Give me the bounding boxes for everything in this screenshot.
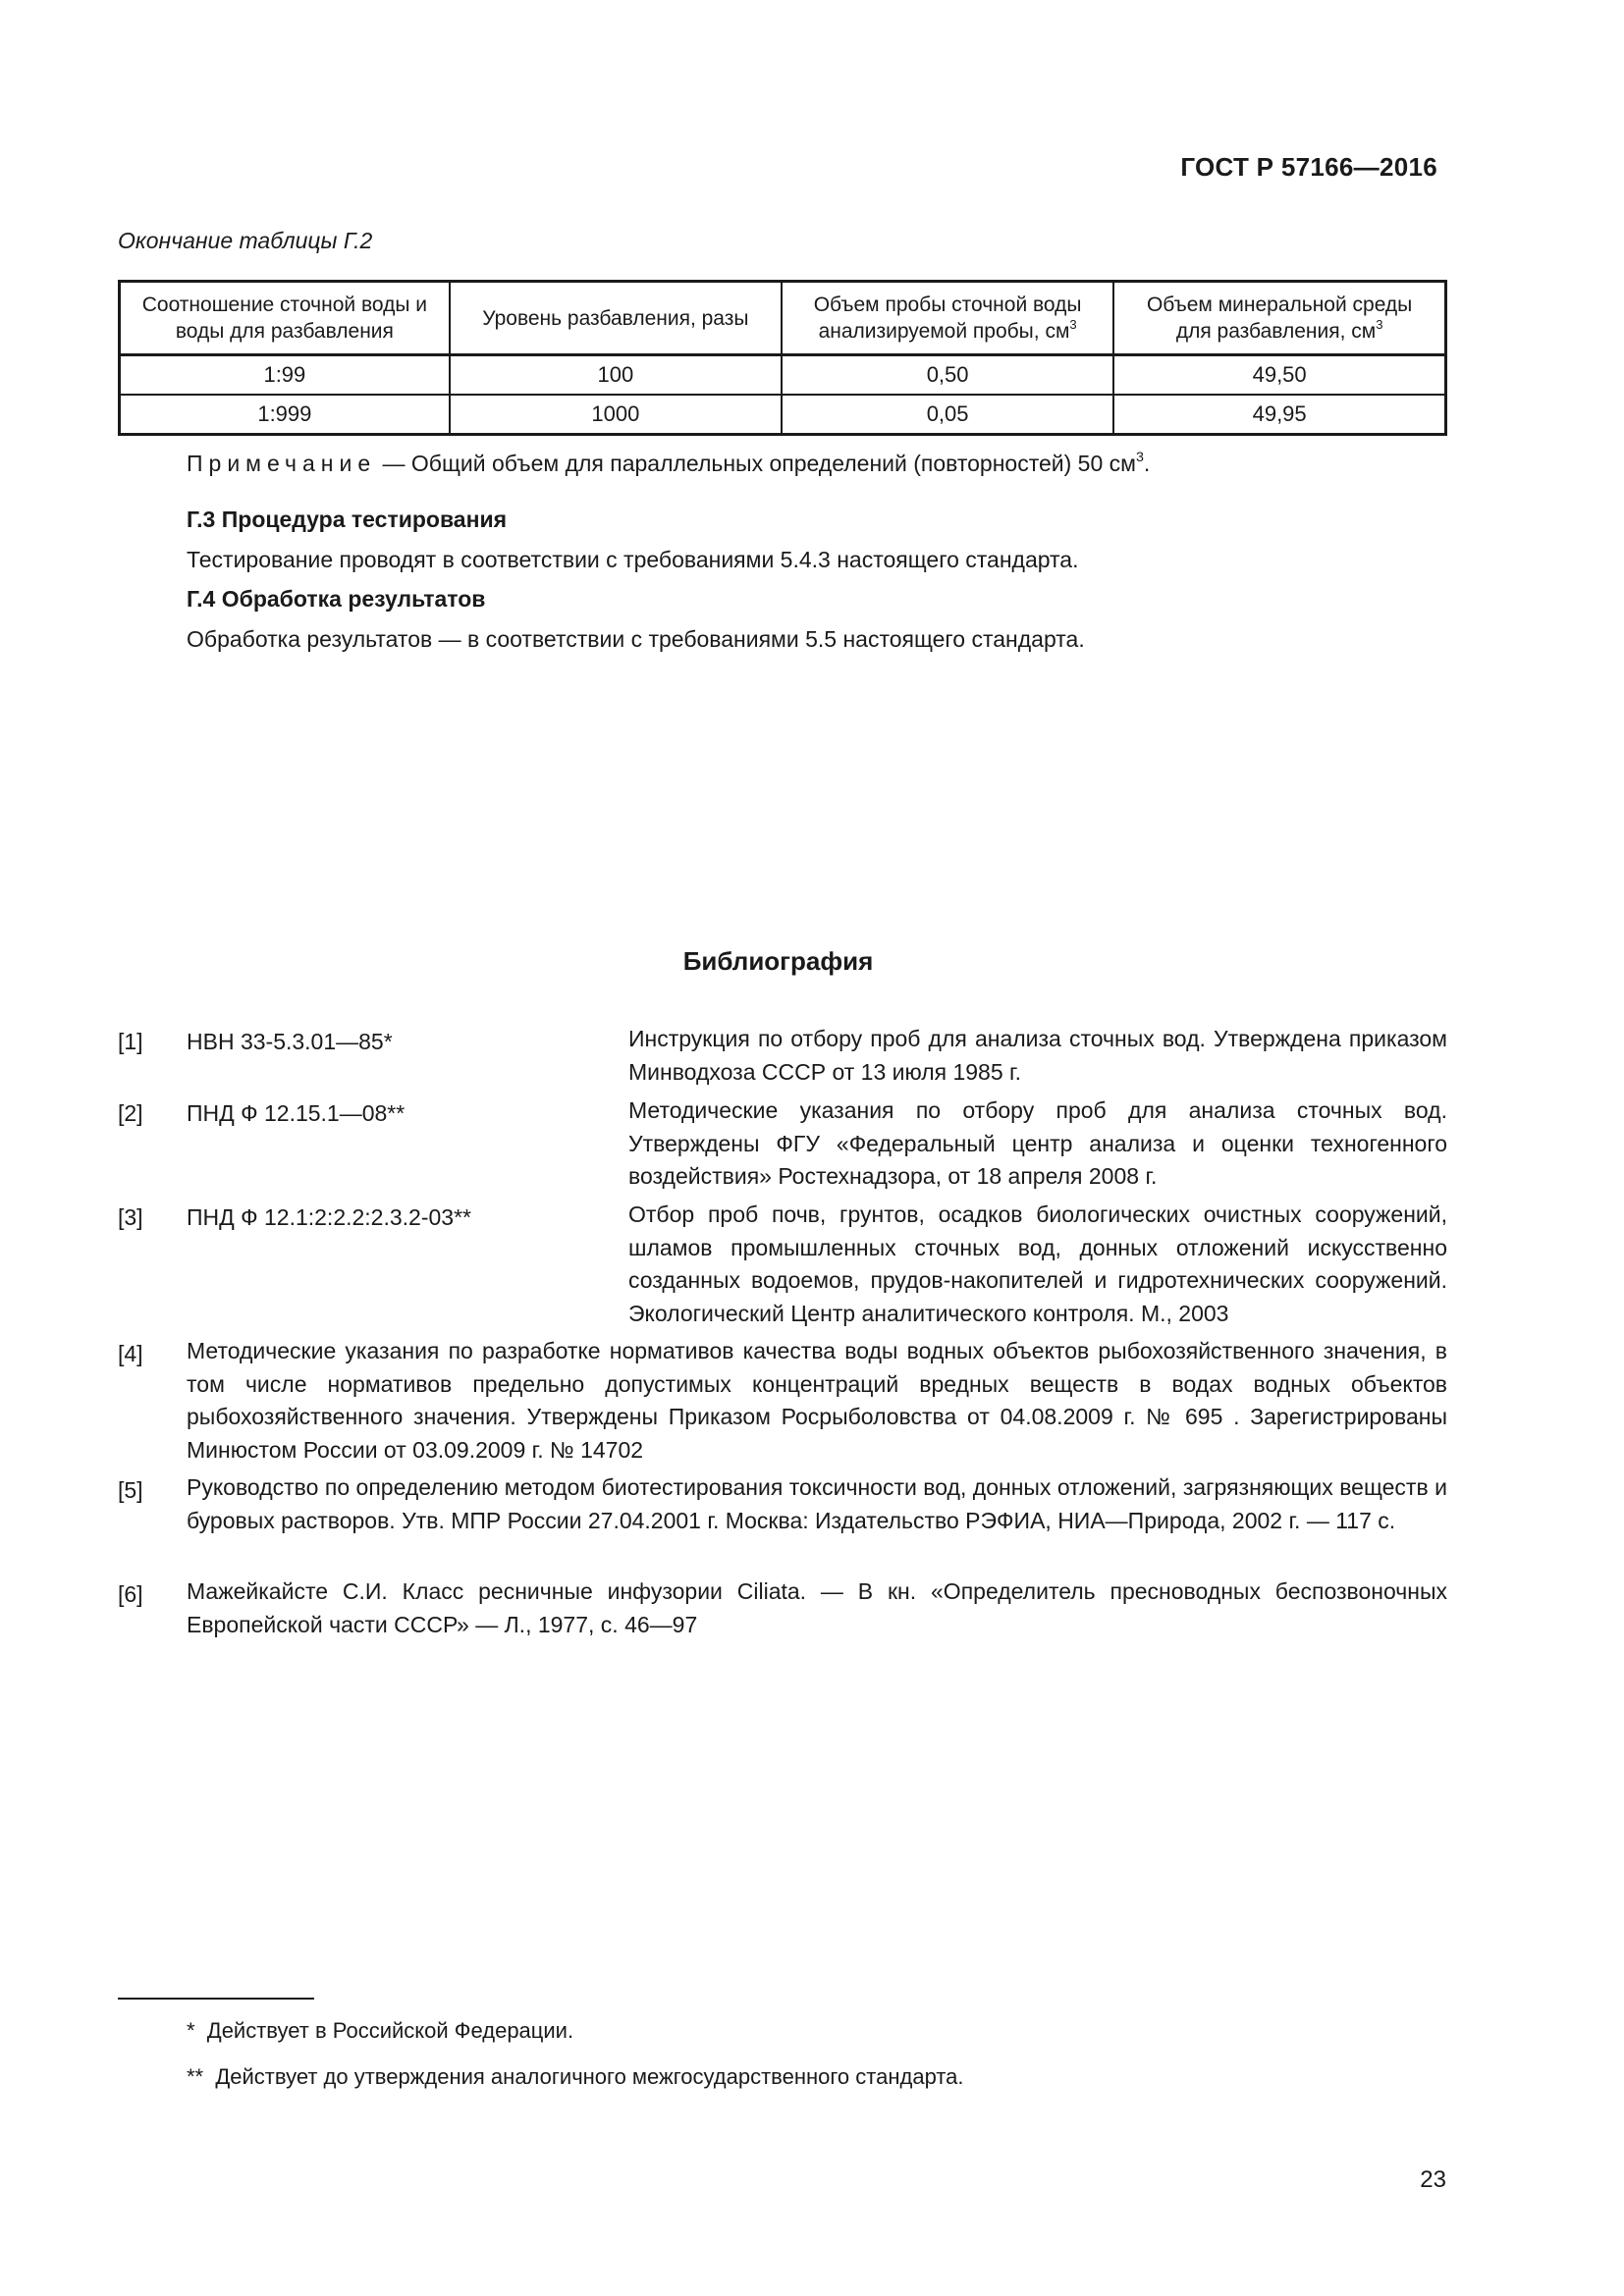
column-header: Соотношение сточной воды и воды для разбавления: [120, 282, 450, 355]
footnote-mark: *: [187, 2018, 195, 2043]
bib-entry-text: Методические указания по отбору проб для анализа сточных вод. Утверждены ФГУ «Федеральный центр анализа и оценки техногенного воздействия» Ростехнадзора, от 18 апреля 2008 г.: [628, 1097, 1447, 1189]
section-text-g3: Тестирование проводят в соответствии с требованиями 5.4.3 настоящего стандарта.: [187, 547, 1079, 572]
bib-entry-code: ПНД Ф 12.15.1—08**: [187, 1100, 406, 1126]
section-text-g4: Обработка результатов — в соответствии с требованиями 5.5 настоящего стандарта.: [187, 626, 1085, 652]
table-note: Примечание — Общий объем для параллельных определений (повторностей) 50 $см^3$.: [187, 449, 1151, 476]
bib-entry-number: [1]: [118, 1029, 143, 1054]
table-row: [120, 395, 1446, 435]
section-heading-g4: Г.4 Обработка результатов: [187, 586, 486, 612]
table-caption: Окончание таблицы Г.2: [118, 228, 373, 253]
bib-entry-number: [3]: [118, 1204, 143, 1230]
bib-entry-number: [5]: [118, 1477, 143, 1503]
table-header-row: [120, 282, 1446, 355]
bib-entry-code: ПНД Ф 12.1:2:2.2:2.3.2-03**: [187, 1204, 471, 1230]
bibliography-title: Библиография: [682, 946, 874, 976]
table-cell: 1000: [450, 395, 782, 435]
bib-entry-text: Отбор проб почв, грунтов, осадков биологических очистных сооружений, шламов промышленных сточных вод, донных отложений искусственно созданных водоемов, прудов-накопителей и гидротехнических сооружений. Экологический Центр аналитического контроля. М., 2003: [628, 1201, 1447, 1326]
table-cell: 0,50: [782, 355, 1113, 396]
table-cell: 1:99: [120, 355, 450, 396]
footnote: [187, 2018, 573, 2044]
column-header: Объем пробы сточной воды анализируемой пробы, $см^3$: [782, 282, 1113, 355]
bib-entry-number: [4]: [118, 1341, 143, 1366]
bib-entry-number: [6]: [118, 1581, 143, 1607]
column-header: Уровень разбавления, разы: [450, 282, 782, 355]
table-cell: 100: [450, 355, 782, 396]
bib-entry-text: Руководство по определению методом биотестирования токсичности вод, донных отложений, загрязняющих веществ и буровых растворов. Утв. МПР России 27.04.2001 г. Москва: Издательство РЭФИА, НИА—Природа, 2002 г. — 117 с.: [187, 1474, 1447, 1533]
footnote-text: Действует в Российской Федерации.: [206, 2018, 574, 2043]
bib-entry-text: Методические указания по разработке нормативов качества воды водных объектов рыбохозяйственного значения, в том числе нормативов предельно допустимых концентраций вредных веществ в водах водных объектов рыбохозяйственного значения. Утверждены Приказом Росрыболовства от 04.08.2009 г. № 695 . Зарегистрированы Минюстом России от 03.09.2009 г. № 14702: [187, 1338, 1447, 1463]
page-number: 23: [1420, 2166, 1446, 2193]
table-cell: 49,50: [1113, 355, 1445, 396]
table-cell: 0,05: [782, 395, 1113, 435]
bib-entry-text: Мажейкайсте С.И. Класс ресничные инфузории Ciliata. — В кн. «Определитель пресноводных беспозвоночных Европейской части СССР» — Л., 1977, с. 46—97: [187, 1578, 1447, 1637]
footnote-separator: [118, 1998, 314, 2000]
table-row: [120, 355, 1446, 396]
note-label: Примечание: [187, 451, 377, 476]
footnote-mark: **: [187, 2064, 204, 2089]
bib-entry-text: Инструкция по отбору проб для анализа сточных вод. Утверждена приказом Минводхоза СССР от 13 июля 1985 г.: [628, 1026, 1447, 1085]
section-heading-g3: Г.3 Процедура тестирования: [187, 507, 508, 532]
column-header: Объем минеральной среды для разбавления, $см^3$: [1113, 282, 1445, 355]
document-code: ГОСТ Р 57166—2016: [1180, 152, 1437, 182]
note-text: — Общий объем для параллельных определений (повторностей) 50 см: [376, 451, 1136, 476]
footnote: [187, 2064, 964, 2090]
bib-entry-number: [2]: [118, 1100, 143, 1126]
bib-entry-code: НВН 33-5.3.01—85*: [187, 1029, 393, 1054]
footnote-text: Действует до утверждения аналогичного межгосударственного стандарта.: [215, 2064, 964, 2089]
dilution-table: [118, 280, 1447, 436]
table-cell: 1:999: [120, 395, 450, 435]
table-cell: 49,95: [1113, 395, 1445, 435]
